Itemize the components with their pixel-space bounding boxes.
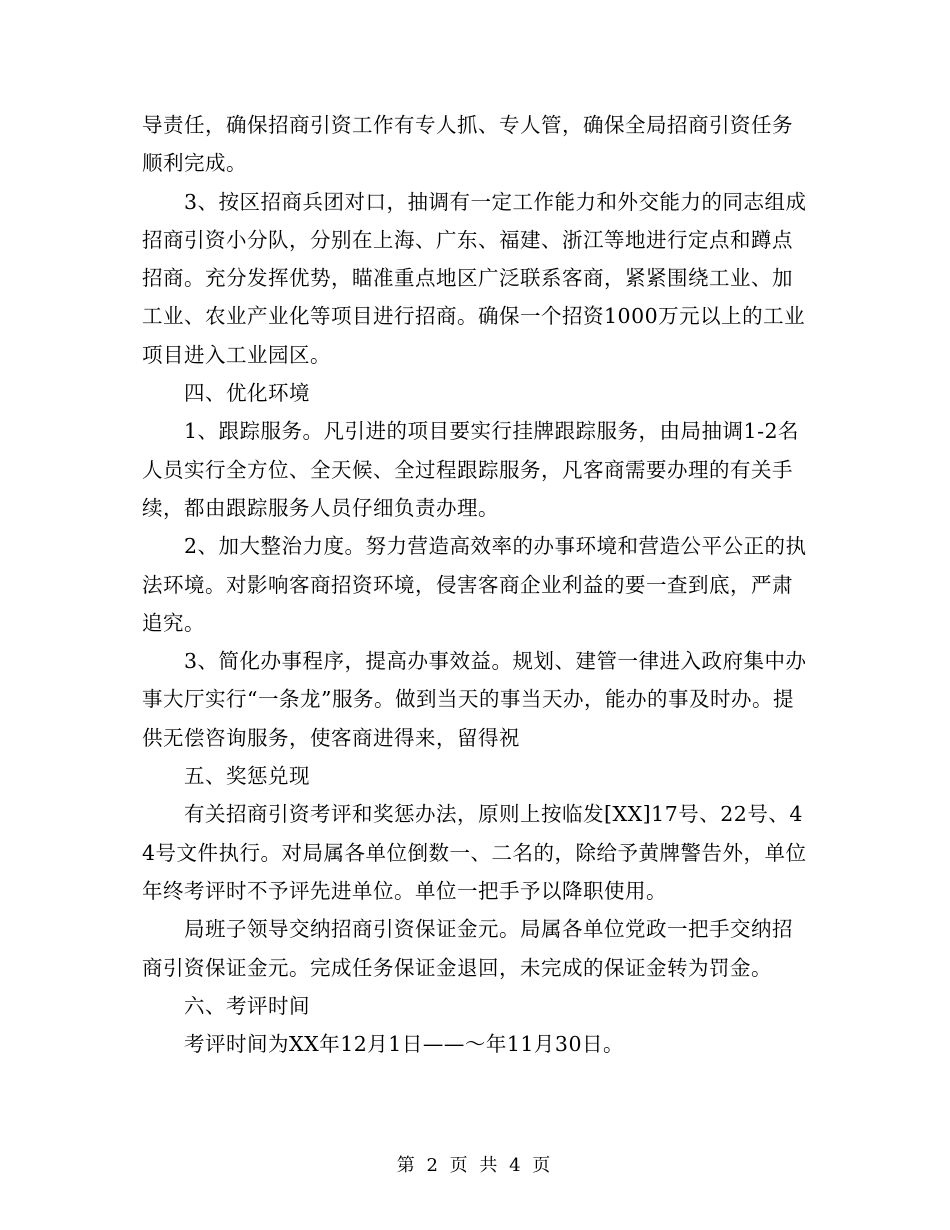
paragraph-2: 3、按区招商兵团对口，抽调有一定工作能力和外交能力的同志组成招商引资小分队，分别在上海、广东、福建、浙江等地进行定点和蹲点招商。充分发挥优势，瞄准重点地区广泛联系客商，紧紧围绕工业、加工业、农业产业化等项目进行招商。确保一个招资1000万元以上的工业项目进入工业园区。 (142, 189, 807, 367)
paragraph-1: 导责任，确保招商引资工作有专人抓、专人管，确保全局招商引资任务顺利完成。 (142, 113, 793, 176)
paragraph-6: 3、简化办事程序，提高办事效益。规划、建管一律进入政府集中办事大厅实行“一条龙”服务。做到当天的事当天办，能办的事及时办。提供无偿咨询服务，使客商进得来，留得祝 (142, 649, 807, 750)
section-heading-4: 四、优化环境 (184, 381, 310, 406)
paragraph-5: 2、加大整治力度。努力营造高效率的办事环境和营造公平公正的执法环境。对影响客商招资环境，侵害客商企业利益的要一查到底，严肃追究。 (142, 534, 807, 635)
section-heading-5: 五、奖惩兑现 (184, 764, 310, 789)
paragraph-9: 局班子领导交纳招商引资保证金元。局属各单位党政一把手交纳招商引资保证金元。完成任务保证金退回，未完成的保证金转为罚金。 (142, 917, 793, 980)
page-number-footer: 第 2 页 共 4 页 (396, 1155, 554, 1176)
section-heading-6: 六、考评时间 (184, 993, 310, 1018)
paragraph-11: 考评时间为XX年12月1日——～年11月30日。 (184, 1032, 624, 1057)
paragraph-4: 1、跟踪服务。凡引进的项目要实行挂牌跟踪服务，由局抽调1-2名人员实行全方位、全天候、全过程跟踪服务，凡客商需要办理的有关手续，都由跟踪服务人员仔细负责办理。 (142, 419, 800, 520)
document-body (142, 106, 808, 1063)
paragraph-8: 有关招商引资考评和奖惩办法，原则上按临发[XX]17号、22号、44号文件执行。对局属各单位倒数一、二名的，除给予黄牌警告外，单位年终考评时不予评先进单位。单位一把手予以降职使用。 (142, 802, 807, 903)
